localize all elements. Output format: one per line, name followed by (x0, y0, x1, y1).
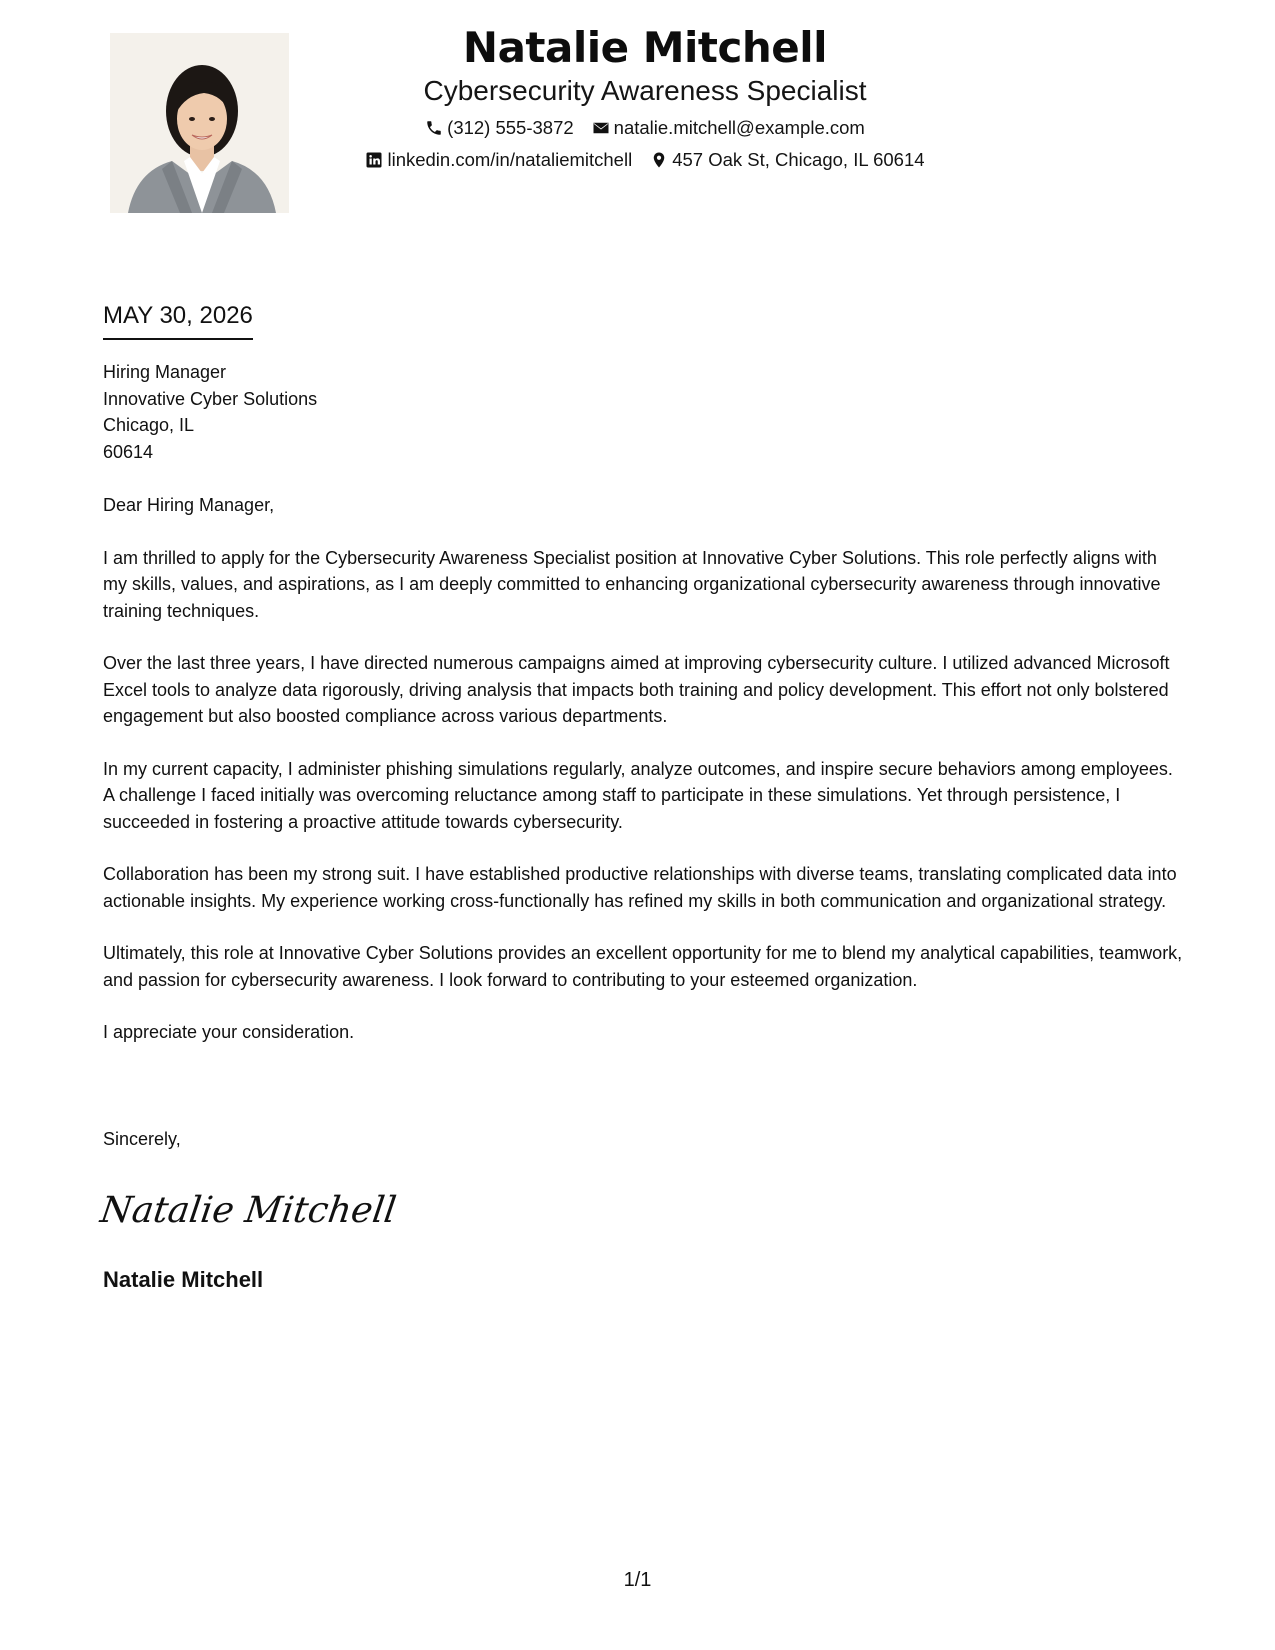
letter-header (320, 22, 970, 172)
body-paragraph: Collaboration has been my strong suit. I have established productive relationships with diverse teams, translating complicated data into actionable insights. My experience working cross-functionally has refined my skills in both communication and organizational strategy. (103, 864, 1177, 911)
contact-address (650, 148, 924, 172)
signature-text: Natalie Mitchell (97, 1188, 399, 1231)
phone-number: (312) 555-3872 (447, 117, 574, 138)
profile-photo (110, 33, 289, 213)
linkedin-icon (365, 151, 383, 169)
recipient-block (103, 359, 317, 465)
applicant-title: Cybersecurity Awareness Specialist (423, 75, 867, 106)
contact-phone (425, 116, 574, 140)
email-address: natalie.mitchell@example.com (613, 117, 865, 138)
recipient-line: 60614 (103, 441, 154, 462)
map-pin-icon (650, 151, 668, 169)
envelope-icon (592, 119, 610, 137)
applicant-name: Natalie Mitchell (462, 23, 828, 72)
page-number: 1/1 (623, 1569, 652, 1591)
phone-icon (425, 119, 443, 137)
letter-body (103, 492, 1183, 1072)
signed-name: Natalie Mitchell (103, 1267, 264, 1292)
body-paragraph: In my current capacity, I administer phishing simulations regularly, analyze outcomes, and inspire secure behaviors among employees. A challenge I faced initially was overcoming reluctance among staff to participate in these simulations. Yet through persistence, I succeeded in fostering a proactive attitude towards cybersecurity. (103, 758, 1173, 832)
closing: Sincerely, (103, 1129, 181, 1149)
appreciation-line: I appreciate your consideration. (103, 1022, 355, 1042)
letter-date: MAY 30, 2026 (103, 300, 253, 340)
contact-row-secondary (320, 148, 970, 172)
recipient-line: Hiring Manager (103, 362, 227, 382)
recipient-line: Innovative Cyber Solutions (103, 388, 318, 409)
contact-linkedin[interactable] (365, 148, 632, 172)
body-paragraph: Ultimately, this role at Innovative Cyber Solutions provides an excellent opportunity for me to blend my analytical capabilities, teamwork, and passion for cybersecurity awareness. I look forward to contributing to your esteemed organization. (103, 943, 1183, 990)
street-address: 457 Oak St, Chicago, IL 60614 (672, 149, 925, 170)
handwritten-signature (97, 1180, 399, 1236)
salutation: Dear Hiring Manager, (103, 495, 275, 515)
linkedin-url: linkedin.com/in/nataliemitchell (387, 149, 633, 170)
contact-row-primary (320, 116, 970, 140)
body-paragraph: I am thrilled to apply for the Cybersecurity Awareness Specialist position at Innovative Cyber Solutions. This role perfectly aligns with my skills, values, and aspirations, as I am deeply committed to enhancing organizational cybersecurity awareness through innovative training techniques. (103, 547, 1161, 621)
contact-email[interactable] (592, 116, 865, 140)
body-paragraph: Over the last three years, I have directed numerous campaigns aimed at improving cybersecurity culture. I utilized advanced Microsoft Excel tools to analyze data rigorously, driving analysis that impacts both training and policy development. This effort not only bolstered engagement but also boosted compliance across various departments. (103, 653, 1170, 726)
recipient-line: Chicago, IL (103, 415, 195, 435)
